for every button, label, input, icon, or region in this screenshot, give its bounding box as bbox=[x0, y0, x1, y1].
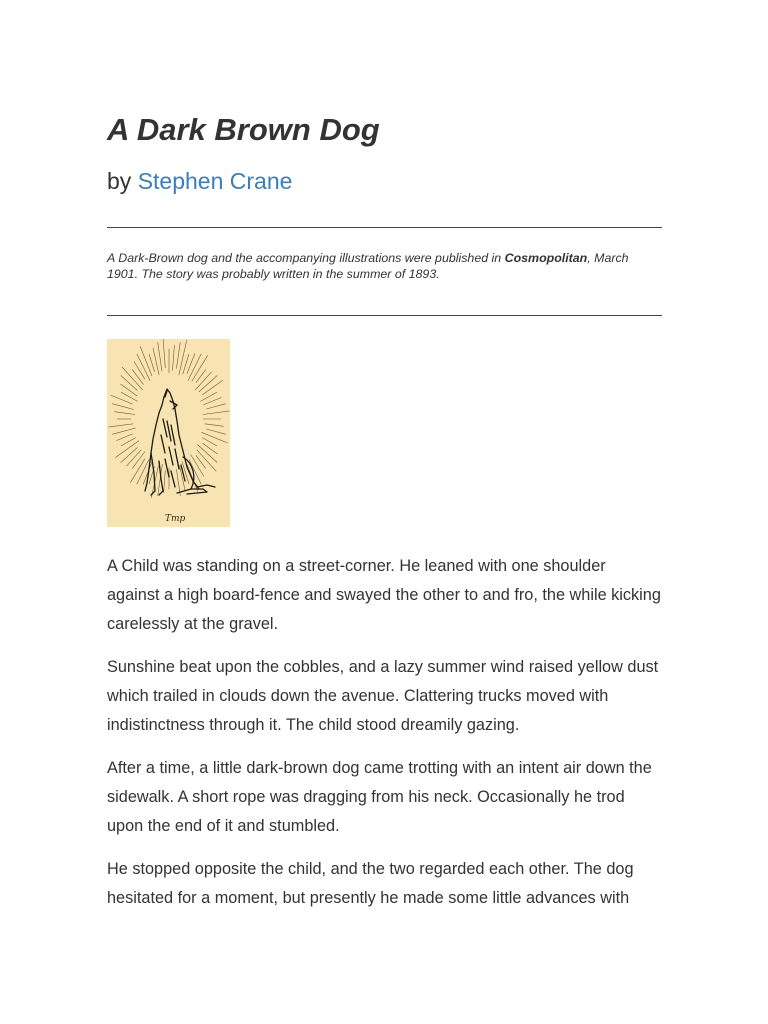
halo-stroke bbox=[203, 411, 230, 415]
halo-stroke bbox=[206, 404, 226, 409]
halo-stroke bbox=[130, 459, 145, 483]
halo-stroke bbox=[163, 339, 165, 368]
note-text-before: A Dark-Brown dog and the accompanying illustrations were published in bbox=[107, 251, 505, 265]
paragraph: He stopped opposite the child, and the two regarded each other. The dog hesitated for a moment, but presently he made some little advances with bbox=[107, 860, 634, 907]
halo-stroke bbox=[191, 455, 204, 477]
halo-stroke bbox=[203, 380, 223, 395]
halo-stroke bbox=[108, 424, 133, 427]
halo-stroke bbox=[121, 384, 138, 396]
halo-stroke bbox=[140, 346, 152, 376]
byline-prefix: by bbox=[107, 168, 132, 194]
story-title: A Dark Brown Dog bbox=[107, 112, 380, 147]
dog-illustration bbox=[107, 339, 230, 527]
halo-stroke bbox=[173, 345, 175, 371]
halo-stroke bbox=[164, 470, 166, 493]
halo-stroke bbox=[112, 404, 134, 410]
halo-stroke bbox=[153, 348, 159, 375]
halo-stroke bbox=[132, 369, 143, 384]
halo-stroke bbox=[121, 376, 138, 391]
halo-stroke bbox=[196, 369, 206, 382]
halo-stroke bbox=[205, 424, 224, 427]
halo-stroke bbox=[199, 376, 217, 393]
paragraph: Sunshine beat upon the cobbles, and a lazy summer wind raised yellow dust which trailed in clouds down the avenue. Clattering trucks moved with indistinctness through it. The child stood dreamily gazing. bbox=[107, 658, 659, 734]
halo-stroke bbox=[127, 450, 142, 466]
halo-stroke bbox=[158, 342, 162, 371]
halo-stroke bbox=[121, 392, 138, 401]
artist-signature: Tmp bbox=[165, 514, 186, 524]
halo-stroke bbox=[195, 372, 211, 390]
halo-stroke bbox=[114, 412, 135, 415]
bottom-divider bbox=[107, 315, 662, 316]
paragraph: After a time, a little dark-brown dog came trotting with an intent air down the sidewalk. A short rope was dragging from his neck. Occasionally he trod upon the end of it and stumbled. bbox=[107, 759, 652, 835]
paragraph: A Child was standing on a street-corner. He leaned with one shoulder against a high board-fence and swayed the other to and fro, the while kicking carelessly at the gravel. bbox=[107, 557, 661, 633]
halo-stroke bbox=[132, 452, 145, 469]
story-body bbox=[107, 552, 662, 927]
halo-stroke bbox=[149, 354, 154, 372]
note-text-after: , March 1901. The story was probably written in the summer of 1893. bbox=[107, 251, 629, 281]
halo-stroke bbox=[116, 434, 132, 441]
halo-stroke bbox=[206, 429, 226, 434]
halo-stroke bbox=[134, 362, 145, 380]
author-link[interactable]: Stephen Crane bbox=[137, 168, 293, 194]
halo-stroke bbox=[196, 455, 206, 468]
halo-stroke bbox=[189, 459, 201, 484]
publication-name: Cosmopolitan bbox=[504, 251, 588, 265]
halo-stroke bbox=[112, 428, 136, 434]
halo-stroke bbox=[176, 342, 180, 369]
publication-note bbox=[107, 251, 662, 282]
top-divider bbox=[107, 227, 662, 228]
byline bbox=[107, 166, 292, 196]
howling-dog-drawing bbox=[107, 339, 230, 527]
halo-stroke bbox=[121, 448, 138, 463]
